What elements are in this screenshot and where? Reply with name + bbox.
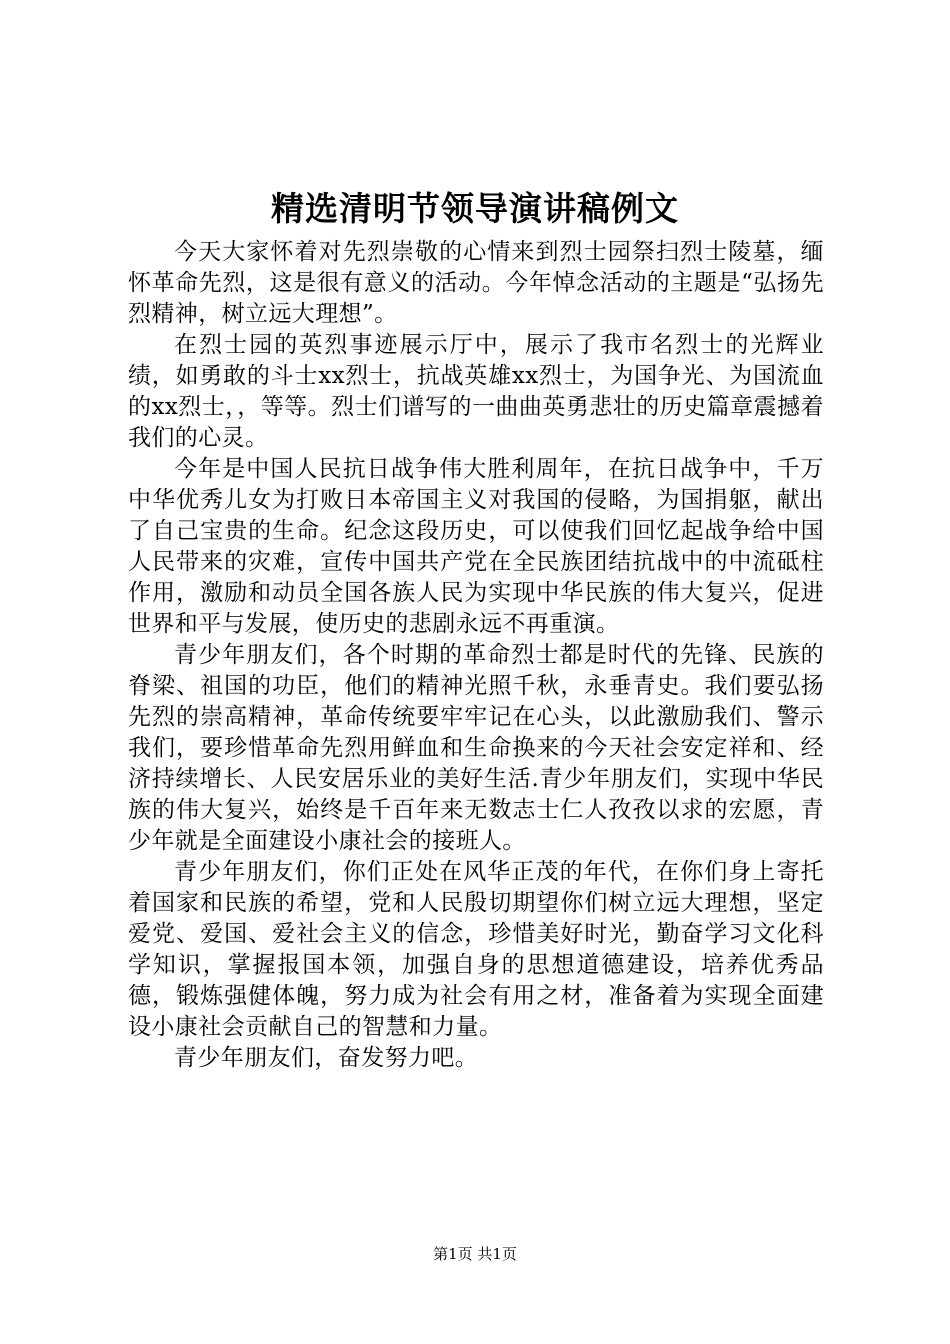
paragraph-1: 今天大家怀着对先烈崇敬的心情来到烈士园祭扫烈士陵墓，缅怀革命先烈，这是很有意义的活动。今年悼念活动的主题是“弘扬先烈精神，树立远大理想”。 <box>128 239 824 327</box>
paragraph-6: 青少年朋友们，奋发努力吧。 <box>174 1045 479 1071</box>
paragraph-4: 青少年朋友们，各个时期的革命烈士都是时代的先锋、民族的脊梁、祖国的功臣，他们的精神光照千秋，永垂青史。我们要弘扬先烈的崇高精神，革命传统要牢牢记在心头，以此激励我们、警示我们，要珍惜革命先烈用鲜血和生命换来的今天社会安定祥和、经济持续增长、人民安居乐业的美好生活.青少年朋友们，实现中华民族的伟大复兴，始终是千百年来无数志士仁人孜孜以求的宏愿，青少年就是全面建设小康社会的接班人。 <box>128 642 824 854</box>
document-title: 精选清明节领导演讲稿例文 <box>271 189 679 228</box>
paragraph-3: 今年是中国人民抗日战争伟大胜利周年，在抗日战争中，千万中华优秀儿女为打败日本帝国主义对我国的侵略，为国捐躯，献出了自己宝贵的生命。纪念这段历史，可以使我们回忆起战争给中国人民带来的灾难，宣传中国共产党在全民族团结抗战中的中流砥柱作用，激励和动员全国各族人民为实现中华民族的伟大复兴，促进世界和平与发展，使历史的悲剧永远不再重演。 <box>128 456 824 637</box>
paragraph-5: 青少年朋友们，你们正处在风华正茂的年代，在你们身上寄托着国家和民族的希望，党和人民殷切期望你们树立远大理想，坚定爱党、爱国、爱社会主义的信念，珍惜美好时光，勤奋学习文化科学知识，掌握报国本领，加强自身的思想道德建设，培养优秀品德，锻炼强健体魄，努力成为社会有用之材，准备着为实现全面建设小康社会贡献自己的智慧和力量。 <box>128 859 824 1040</box>
paragraph-2: 在烈士园的英烈事迹展示厅中，展示了我市名烈士的光辉业绩，如勇敢的斗士xx烈士，抗战英雄xx烈士，为国争光、为国流血的xx烈士，，等等。烈士们谱写的一曲曲英勇悲壮的历史篇章震撼着我们的心灵。 <box>128 332 824 451</box>
document-body <box>128 237 824 1074</box>
page-footer: 第1页 共1页 <box>433 1245 517 1263</box>
